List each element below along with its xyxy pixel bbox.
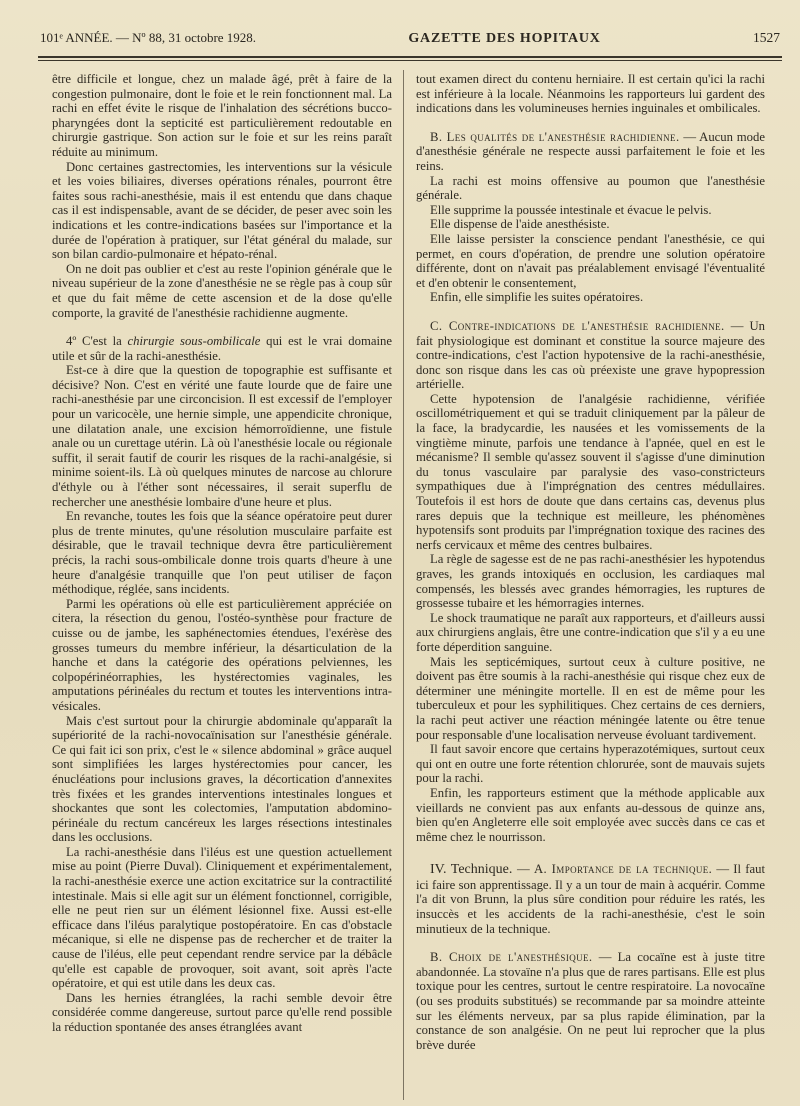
section-text: — Un fait physiologique est dominant et constitue la source majeure des contre-indications, c'est l'action hypotensive de la rachi-anesthésie, donc son risque dans les cas où préexiste une grave hypopression artérielle. xyxy=(416,318,765,392)
paragraph: Elle dispense de l'aide anesthésiste. xyxy=(430,217,610,232)
paragraph: tout examen direct du contenu herniaire. Il est certain qu'ici la rachi est inférieure à la locale. Néanmoins les rapporteurs lui gardent des indications dans les volumineuses hernies inguinales et ombilicales. xyxy=(416,72,765,116)
paragraph: La rachi-anesthésie dans l'iléus est une question actuellement mise au point (Pierre Duval). Cliniquement et expérimentalement, la rachi-anesthésie exerce une action excitatrice sur la contractilité intestinale. Mais si elle agit sur un élément fonctionnel, corrigible, elle ne peut rien sur un élément lésionnel fixe. Aussi est-elle efficace dans l'iléus paralytique postopératoire. En cas d'obstacle mécanique, si elle ne dispense pas de rechercher et de traiter la cause de l'iléus, elle peut cependant rendre service par la débâcle qu'elle est capable de provoquer, soit avant, soit après l'acte opératoire, et qui est utile dans les deux cas. xyxy=(52,844,392,991)
right-column xyxy=(416,72,765,1100)
paragraph: être difficile et longue, chez un malade âgé, prêt à faire de la congestion pulmonaire, dont le foie et le rein fonctionnent mal. La rachi en effet évite le risque de l'inhalation des sécrétions bucco-pharyngées dont la septicité est particulièrement redoutable en chirurgie gastrique. Son action sur le foie et sur les reins paraît réduite au minimum. xyxy=(52,72,392,159)
section-text: — Il faut ici faire son apprentissage. Il y a un tour de main à acquérir. Comme l'a dit von Brunn, la plus sûre condition pour réduire les ratés, les insuccès et les accidents de la rachi-anesthésie, c'est le soin minutieux de la technique. xyxy=(416,862,765,936)
running-header xyxy=(40,30,780,52)
paragraph-item-4 xyxy=(52,334,392,363)
section-heading: IV. Technique. xyxy=(430,862,513,878)
section-iv xyxy=(416,862,765,936)
paragraph: La règle de sagesse est de ne pas rachi-anesthésier les hypotendus graves, les grands intoxiqués en occlusion, les cardiaques mal compensés, les blessés avec grandes hémorragies, les ruptures de grossesse tubaire et les hémorragies internes. xyxy=(416,552,765,611)
paragraph: Elle supprime la poussée intestinale et évacue le pelvis. xyxy=(430,202,712,217)
paragraph: Donc certaines gastrectomies, les interventions sur la vésicule et les voies biliaires, diverses opérations rénales, pourront être faites sous rachi-anesthésie, mais il est entendu que dans chaque cas il est indispensable, avant de se décider, de peser avec soin les indications et les contre-indications basées sur l'importance et la durée de l'opération à pratiquer, sur l'état général du malade, sur son bilan cardio-pulmonaire et hépato-rénal. xyxy=(52,159,392,262)
paragraph: Est-ce à dire que la question de topographie est suffisante et décisive? Non. C'est en vérité une faute lourde que de faire une rachi-anesthésie par une circoncision. Il est excessif de l'employer pour un varicocèle, une hernie simple, une appendicite chronique, une dilatation anale, une excision hémorroïdienne, une fistule anale ou un curettage utérin. Là où l'anesthésie locale ou régionale suffit, il serait fautif de courir les risques de la rachi-analgésie, si minime soient-ils. Là où quelques minutes de narcose au chlorure d'éthyle ou à l'éther sont nécessaires, il serait superflu de rechercher une anesthésie lombaire d'une heure et plus. xyxy=(52,363,392,509)
section-text: — La cocaïne est à juste titre abandonnée. La stovaïne n'a plus que de rares partisans. Elle est plus toxique pour les centres, surtout le centre respiratoire. La novocaïne (ou ses produits substitués) se recommande par sa moindre atteinte sur les éléments nerveux, par sa plus rapide élimination, par la constance de son analgésie. On ne peut lui reprocher que la plus brève durée xyxy=(416,950,765,1052)
column-divider xyxy=(403,70,404,1100)
issue-line: 101ᵉ ANNÉE. — Nº 88, 31 octobre 1928. xyxy=(40,30,257,45)
paragraph: Mais les septicémiques, surtout ceux à culture positive, ne doivent pas être soumis à la rachi-anesthésie qui risque chez eux de déterminer une méningite mortelle. Il en est de même pour les tuberculeux et pour les syphilitiques. Chez certains de ces derniers, la rachi peut activer une réaction méningée latente ou être tenue pour responsable d'une localisation nerveuse évoluant tardivement. xyxy=(416,654,765,742)
paragraph: Elle laisse persister la conscience pendant l'anesthésie, ce qui permet, en cours d'opération, de prendre une solution opératoire différente, dont on n'avait pas préalablement envisagé l'éventualité et d'en obtenir le consentement, xyxy=(416,231,765,290)
page-number: 1527 xyxy=(753,30,780,45)
subsection-heading: — A. Importance de la technique. xyxy=(512,862,713,877)
section-heading: B. Les qualités de l'anesthésie rachidienne. xyxy=(430,129,680,144)
section-c xyxy=(416,319,765,392)
paragraph: Le shock traumatique ne paraît aux rapporteurs, et d'ailleurs aussi aux chirurgiens anglais, être une contre-indication que s'il y a eu une forte déperdition sanguine. xyxy=(416,610,765,654)
section-iv-b xyxy=(416,950,765,1052)
section-heading: C. Contre-indications de l'anesthésie rachidienne. xyxy=(430,318,725,333)
paragraph: Il faut savoir encore que certains hyperazotémiques, surtout ceux qui ont en outre une forte rétention chlorurée, sont de mauvais sujets pour la rachi. xyxy=(416,742,765,786)
header-rule-thin xyxy=(38,60,782,61)
paragraph: On ne doit pas oublier et c'est au reste l'opinion générale que le niveau supérieur de la zone d'anesthésie ne se règle pas à coup sûr et que du fait même de cette ascension et de la dose qu'elle comporte, la gravité de l'anesthésie rachidienne augmente. xyxy=(52,261,392,320)
item-number: 4º C'est la xyxy=(66,334,128,349)
paragraph: En revanche, toutes les fois que la séance opératoire peut durer plus de trente minutes, qu'une résolution musculaire parfaite est désirable, que le travail technique devra être particulièrement précis, la rachi sous-ombilicale donne trois quarts d'heure à une heure d'analgésie tranquille que l'on peut utiliser de façon méthodique, réglée, sans incidents. xyxy=(52,509,392,597)
item-text: qui est le vrai domaine utile et sûr de la rachi-anesthésie. xyxy=(52,334,392,363)
paragraph: Parmi les opérations où elle est particulièrement appréciée on citera, la résection du genou, l'ostéo-synthèse pour fracture de cuisse ou de jambe, les saphénectomies étendues, l'exérèse des grosses tumeurs du membre inférieur, la désarticulation de la hanche et dans la catégorie des opérations pelviennes, les colpopérinéorraphies, les hystérectomies vaginales, les amputations périnéales du rectum et toutes les interventions intra-vésicales. xyxy=(52,596,392,713)
section-text: — Aucun mode d'anesthésie générale ne respecte aussi parfaitement le foie et les reins. xyxy=(416,129,765,173)
item-emphasis: chirurgie sous-ombilicale xyxy=(127,334,261,349)
paragraph: La rachi est moins offensive au poumon que l'anesthésie générale. xyxy=(416,173,765,203)
paragraph: Enfin, elle simplifie les suites opératoires. xyxy=(430,290,644,305)
section-heading: B. Choix de l'anesthésique. xyxy=(430,950,593,965)
paragraph: Mais c'est surtout pour la chirurgie abdominale qu'apparaît la supériorité de la rachi-novocaïnisation sur l'anesthésie générale. Ce qui fait ici son prix, c'est le « silence abdominal » grâce auquel sont simplifiées les larges hystérectomies pour cancer, les énucléations pour inclusions graves, la décortication d'annexites très fixées et les grandes interventions intestinales longues et shockantes que sont les colectomies, l'amputation abdomino-périnéale du rectum cancéreux les larges résections intestinales dans les occlusions. xyxy=(52,713,392,845)
section-b xyxy=(416,130,765,174)
journal-title: GAZETTE DES HOPITAUX xyxy=(408,31,601,46)
paragraph: Enfin, les rapporteurs estiment que la méthode applicable aux vieillards ne convient pas aux enfants au-dessous de quinze ans, bien qu'en Angleterre elle soit employée avec succès dans ce cas et même chez le nourrisson. xyxy=(416,785,765,844)
left-column xyxy=(52,72,392,1100)
paragraph: Dans les hernies étranglées, la rachi semble devoir être considérée comme dangereuse, surtout parce qu'elle rend possible la réduction spontanée des anses étranglées avant xyxy=(52,990,392,1034)
paragraph: Cette hypotension de l'analgésie rachidienne, vérifiée oscillométriquement et qui se traduit cliniquement par la pâleur de la face, la bradycardie, les nausées et les vomissements de la vingtième minute, parfois une tendance à l'apnée, quel en est le mécanisme? Il semble qu'assez souvent il s'agisse d'une diminution du tonus vasculaire par paralysie des vaso-constricteurs sympathiques due à l'imprégnation des centres médullaires. Toutefois il est hors de doute que dans certains cas, devenus plus rares depuis que la technique est meilleure, les phénomènes hypotensifs sont produits par l'imprégnation toxique des racines des nerfs cervicaux et même des centres bulbaires. xyxy=(416,391,765,552)
header-rule-thick xyxy=(38,56,782,58)
